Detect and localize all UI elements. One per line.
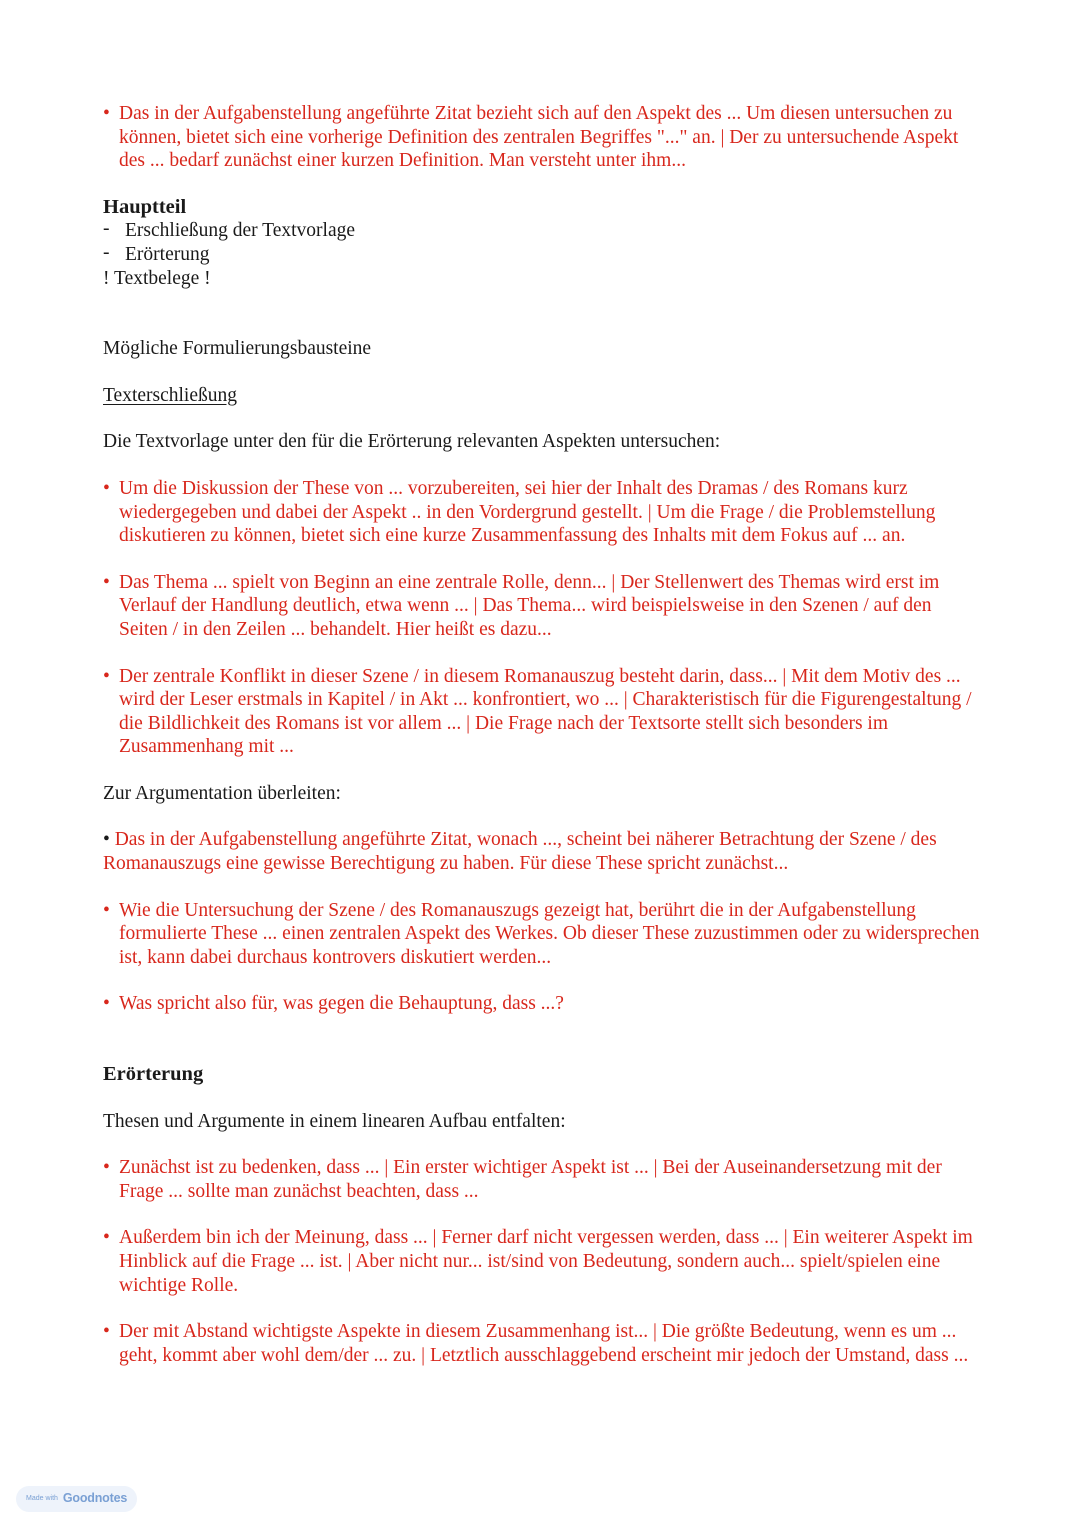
dash-marker: - — [103, 241, 110, 263]
texterschliessung-heading: Texterschließung — [103, 384, 238, 406]
ueberleitung-lead: Zur Argumentation überleiten: — [103, 782, 341, 804]
bullet-dot: • — [103, 899, 110, 921]
watermark-prefix: Made with — [26, 1495, 58, 1503]
hauptteil-item: - Erörterung — [103, 241, 210, 265]
goodnotes-watermark — [16, 1486, 137, 1512]
eroerterung-bullet: • Zunächst ist zu bedenken, dass ... | Ein erster wichtiger Aspekt ist ... | Bei der Auseinandersetzung mit der Frage ... sollte man zunächst beachten, dass ... — [103, 1157, 942, 1202]
bullet-dot: • — [103, 1157, 110, 1179]
texterschliessung-bullet: • Das Thema ... spielt von Beginn an eine zentrale Rolle, denn... | Der Stellenwert des Themas wird erst im Verlauf der Handlung deutlich, etwa wenn ... | Das Thema... wird beispielsweise in den Szenen / auf den Seiten / in den Zeilen ... behandelt. Hier heißt es dazu... — [103, 571, 940, 640]
bullet-dot: • — [103, 829, 110, 851]
texterschliessung-bullet: • Der zentrale Konflikt in dieser Szene / in diesem Romanauszug besteht darin, dass... | Mit dem Motiv des ... wird der Leser erstmals in Kapitel / in Akt ... konfrontiert, wo ... | Charakteristisch für die Figurengestaltung / die Bildlichkeit des Romans ist vor allem ... | Die Frage nach der Textsorte stellt sich besonders im Zusammenhang mit ... — [103, 665, 972, 758]
intro-bullet: • Das in der Aufgabenstellung angeführte Zitat bezieht sich auf den Aspekt des ... Um diesen untersuchen zu können, bietet sich eine vorherige Definition des zentralen Begriffes "..." an. | Der zu untersuchende Aspekt des ... bedarf zunächst einer kurzen Definition. Man versteht unter ihm... — [103, 103, 959, 172]
document-page — [103, 102, 983, 1367]
bullet-dot: • — [103, 571, 110, 593]
bullet-dot: • — [103, 477, 110, 499]
bullet-dot: • — [103, 993, 110, 1015]
eroerterung-lead: Thesen und Argumente in einem linearen Aufbau entfalten: — [103, 1110, 566, 1132]
bullet-dot: • — [103, 665, 110, 687]
bullet-dot: • — [103, 1321, 110, 1343]
bullet-dot: • — [103, 1227, 110, 1249]
hauptteil-note: ! Textbelege ! — [103, 267, 211, 289]
texterschliessung-bullet: • Um die Diskussion der These von ... vorzubereiten, sei hier der Inhalt des Dramas / des Romans kurz wiedergegeben und dabei der Aspekt .. in den Vordergrund gestellt. | Um die Frage / die Problemstellung diskutieren zu können, bietet sich eine kurze Zusammenfassung des Inhalts mit dem Fokus auf ... an. — [103, 477, 936, 547]
watermark-brand: Goodnotes — [62, 1491, 128, 1506]
eroerterung-bullet: • Der mit Abstand wichtigste Aspekte in diesem Zusammenhang ist... | Die größte Bedeutung, wenn es um ... geht, kommt aber wohl dem/der ... zu. | Letztlich ausschlaggebend erscheint mir jedoch der Umstand, dass ... — [103, 1321, 969, 1366]
eroerterung-bullet: • Außerdem bin ich der Meinung, dass ... | Ferner darf nicht vergessen werden, dass ... | Ein weiterer Aspekt im Hinblick auf die Frage ... ist. | Aber nicht nur... ist/sind von Bedeutung, sondern auch... spielt/spielen eine wichtige Rolle. — [103, 1227, 973, 1296]
hauptteil-heading: Hauptteil — [103, 195, 187, 218]
ueberleitung-bullet: • Was spricht also für, was gegen die Behauptung, dass ...? — [103, 993, 564, 1015]
ueberleitung-bullet: • Wie die Untersuchung der Szene / des Romanauszugs gezeigt hat, berührt die in der Aufgabenstellung formulierte These ... einen zentralen Aspekt des Werkes. Ob dieser These zuzustimmen oder zu widersprechen ist, kann dabei durchaus kontrovers diskutiert werden... — [103, 899, 980, 968]
hauptteil-item: - Erschließung der Textvorlage — [103, 218, 356, 242]
bullet-dot: • — [103, 103, 110, 124]
eroerterung-heading: Erörterung — [103, 1063, 204, 1086]
bausteine-title: Mögliche Formulierungsbausteine — [103, 338, 372, 360]
texterschliessung-lead: Die Textvorlage unter den für die Erörterung relevanten Aspekten untersuchen: — [103, 431, 721, 453]
ueberleitung-first: • Das in der Aufgabenstellung angeführte Zitat, wonach ..., scheint bei näherer Betrachtung der Szene / des Romanauszugs eine gewisse Berechtigung zu haben. Für diese These spricht zunächst... — [103, 829, 937, 875]
dash-marker: - — [103, 218, 110, 240]
